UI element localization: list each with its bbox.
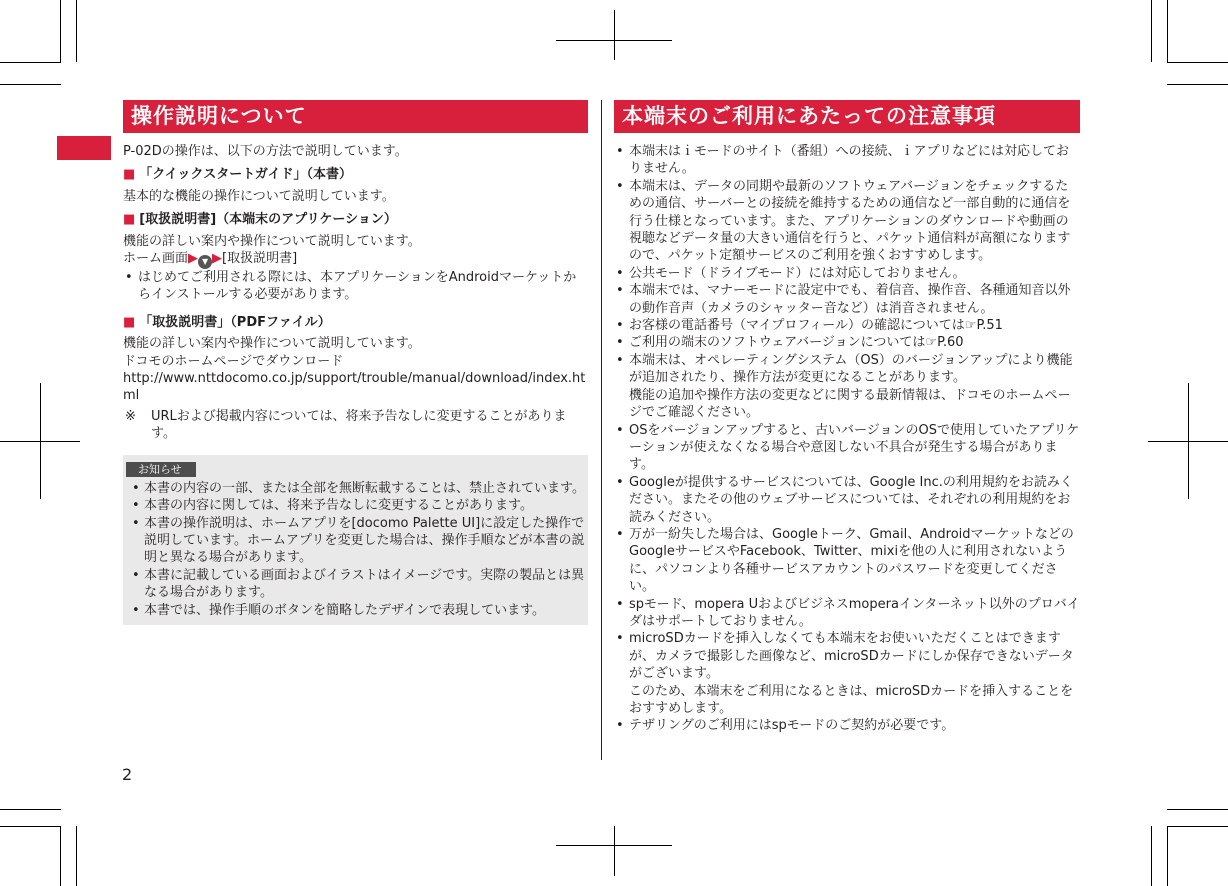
crop-mark xyxy=(1151,0,1152,62)
crop-mark xyxy=(0,826,61,827)
navigation-path: ホーム画面▶ ▼ ▶[取扱説明書] xyxy=(123,250,588,269)
note: ※ URLおよび掲載内容については、将来予告なしに変更することがあります。 xyxy=(125,408,567,442)
section-heading: 操作説明について xyxy=(123,100,588,133)
arrow-right-icon: ▶ xyxy=(188,251,199,267)
caution-list xyxy=(614,143,1080,735)
crop-mark xyxy=(1167,0,1168,62)
crop-mark xyxy=(1151,826,1152,886)
crop-mark xyxy=(0,62,61,63)
register-mark xyxy=(40,383,41,499)
list-item: • OSをバージョンアップすると、古いバージョンのOSで使用していたアプリケーションが使えなくなる場合や意図しない不具合が発生する場合があります。 xyxy=(614,422,1080,474)
list-item: • お客様の電話番号（マイプロフィール）の確認については☞P.51 xyxy=(614,317,1080,334)
subsection-title: ■ [取扱説明書]（本端末のアプリケーション） xyxy=(123,212,397,228)
home-key-icon: ▼ xyxy=(198,255,212,269)
list-item: • はじめてご利用される際には、本アプリケーションをAndroidマーケットからインストールする必要があります。 xyxy=(123,269,588,304)
crop-mark xyxy=(60,826,61,886)
subsection-title: ■ 「クイックスタートガイド」（本書） xyxy=(123,167,352,183)
crop-mark xyxy=(0,809,61,810)
register-mark xyxy=(614,826,615,876)
notice-item: • 本書に記載している画面およびイラストはイメージです。実際の製品とは異なる場合があります。 xyxy=(126,567,585,602)
notice-item: • 本書では、操作手順のボタンを簡略したデザインで表現しています。 xyxy=(126,602,585,619)
crop-mark xyxy=(60,0,61,62)
section-heading: 本端末のご利用にあたっての注意事項 xyxy=(614,100,1080,133)
right-column xyxy=(614,100,1080,735)
page-reference: P.60 xyxy=(937,335,964,351)
list-item: • 本端末は、オペレーティングシステム（OS）のバージョンアップにより機能が追加されたり、操作方法が変更になることがあります。 機能の追加や操作方法の変更などに関する最新情報は、ドコモのホームページでご確認ください。 xyxy=(614,352,1080,422)
list-item: • 万が一紛失した場合は、Googleトーク、Gmail、AndroidマーケットなどのGoogleサービスやFacebook、Twitter、mixiを他の人に利用されないように、パソコンより各種サービスアカウントのパスワードを変更してください。 xyxy=(614,526,1080,596)
page-reference: P.51 xyxy=(976,318,1003,334)
list-item: • ご利用の端末のソフトウェアバージョンについては☞P.60 xyxy=(614,334,1080,351)
notice-item: • 本書の内容の一部、または全部を無断転載することは、禁止されています。 xyxy=(126,480,585,497)
list-item: • 公共モード（ドライブモード）には対応しておりません。 xyxy=(614,265,1080,282)
subsection-title: ■ 「取扱説明書」（PDFファイル） xyxy=(123,314,331,330)
notice-label: お知らせ xyxy=(126,462,196,477)
list-item: • Googleが提供するサービスについては、Google Inc.の利用規約をお読みください。またその他のウェブサービスについては、それぞれの利用規約をお読みください。 xyxy=(614,474,1080,526)
list-item: • microSDカードを挿入しなくても本端末をお使いいただくことはできますが、カメラで撮影した画像など、microSDカードにしか保存できないデータがございます。 このため、本端末をご利用になるときは、microSDカードを挿入することをおすすめします。 xyxy=(614,630,1080,717)
crop-mark xyxy=(76,826,77,886)
page-reference-icon: ☞ xyxy=(964,318,977,334)
left-column xyxy=(123,100,588,625)
page-number: 2 xyxy=(122,765,133,784)
notice-list xyxy=(126,480,585,619)
crop-mark xyxy=(1167,826,1168,886)
list-item: • 本端末はｉモードのサイト（番組）への接続、ｉアプリなどには対応しておりません。 xyxy=(614,143,1080,178)
subsection-body: 機能の詳しい案内や操作について説明しています。 xyxy=(123,233,421,249)
notice-box xyxy=(123,455,588,625)
register-mark xyxy=(1188,383,1189,499)
crop-mark xyxy=(1167,826,1228,827)
page-reference-icon: ☞ xyxy=(925,335,938,351)
list-item: • spモード、mopera Uおよびビジネスmoperaインターネット以外のプロバイダはサポートしておりません。 xyxy=(614,596,1080,631)
column-divider xyxy=(601,100,602,760)
arrow-right-icon: ▶ xyxy=(212,251,223,267)
crop-mark xyxy=(76,0,77,62)
notice-item: • 本書の操作説明は、ホームアプリを[docomo Palette UI]に設定した操作で説明しています。ホームアプリを変更した場合は、操作手順などが本書の説明と異なる場合があります。 xyxy=(126,515,585,567)
notice-item: • 本書の内容に関しては、将来予告なしに変更することがあります。 xyxy=(126,497,585,514)
intro-text: P-02Dの操作は、以下の方法で説明しています。 xyxy=(123,144,408,159)
list-item: • 本端末は、データの同期や最新のソフトウェアバージョンをチェックするための通信、サーバーとの接続を維持するための通信など一部自動的に通信を行う仕様となっています。また、アプリケーションのダウンロードや動画の視聴などデータ量の大きい通信を行うと、パケット通信料が高額になりますので、パケット定額サービスのご利用を強くおすすめします。 xyxy=(614,178,1080,265)
chapter-tab xyxy=(57,136,111,160)
register-mark xyxy=(614,10,615,60)
subsection-body: ドコモのホームページでダウンロード xyxy=(123,353,344,369)
subsection-body: 基本的な機能の操作について説明しています。 xyxy=(123,188,395,204)
crop-mark xyxy=(1167,62,1228,63)
download-url: http://www.nttdocomo.co.jp/support/trouble/manual/download/index.html xyxy=(123,371,586,404)
list-item: • 本端末では、マナーモードに設定中でも、着信音、操作音、各種通知音以外の動作音声（カメラのシャッター音など）は消音されません。 xyxy=(614,282,1080,317)
subsection-body: 機能の詳しい案内や操作について説明しています。 xyxy=(123,336,421,352)
list-item: • テザリングのご利用にはspモードのご契約が必要です。 xyxy=(614,717,1080,734)
crop-mark xyxy=(1167,84,1228,85)
bullet-list xyxy=(123,269,588,304)
crop-mark xyxy=(0,84,61,85)
crop-mark xyxy=(1167,809,1228,810)
